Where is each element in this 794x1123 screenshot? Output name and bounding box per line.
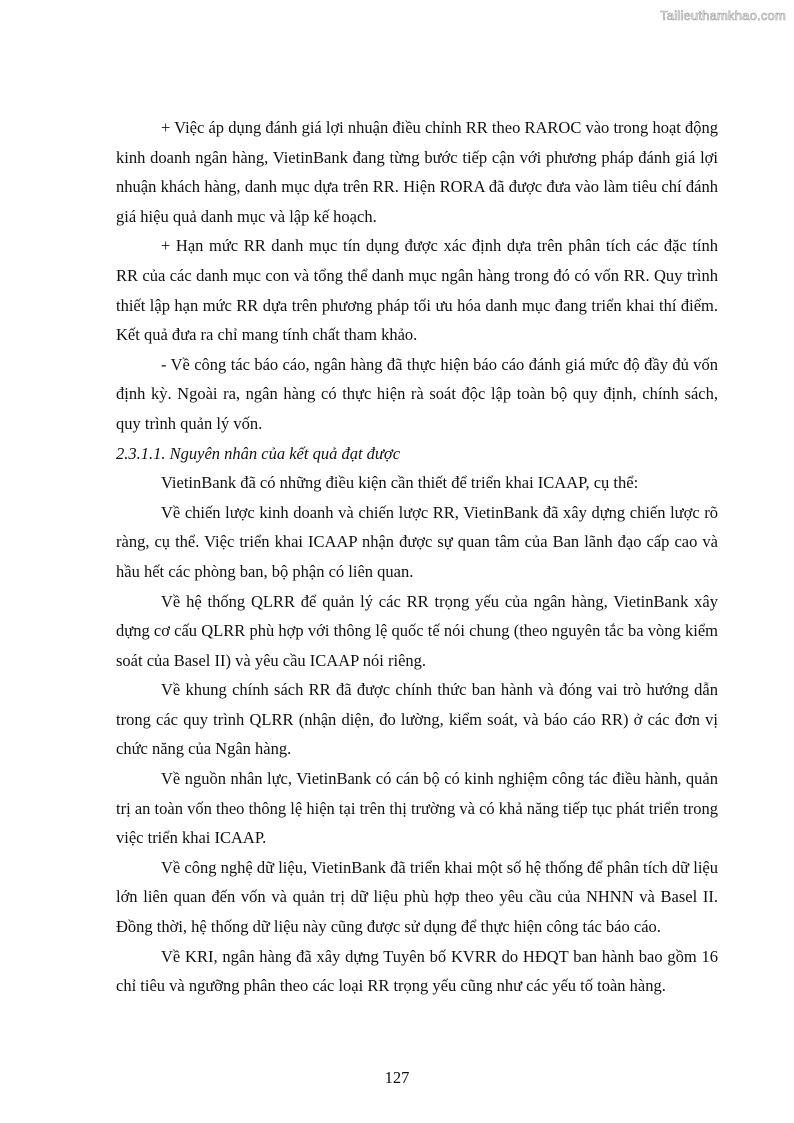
paragraph-credit-limit: + Hạn mức RR danh mục tín dụng được xác định dựa trên phân tích các đặc tính RR của các danh mục con và tổng thể danh mục ngân hàng trong đó có vốn RR. Quy trình thiết lập hạn mức RR dựa trên phương pháp tối ưu hóa danh mục đang triển khai thí điểm. Kết quả đưa ra chỉ mang tính chất tham khảo.	[116, 236, 718, 345]
paragraph-policy-framework: Về khung chính sách RR đã được chính thức ban hành và đóng vai trò hướng dẫn trong các quy trình QLRR (nhận diện, đo lường, kiểm soát, và báo cáo RR) ở các đơn vị chức năng của Ngân hàng.	[116, 680, 718, 759]
paragraph-reporting: - Về công tác báo cáo, ngân hàng đã thực hiện báo cáo đánh giá mức độ đầy đủ vốn định kỳ. Ngoài ra, ngân hàng có thực hiện rà soát độc lập toàn bộ quy định, chính sách, quy trình quản lý vốn.	[116, 354, 718, 433]
paragraph-human-resources: Về nguồn nhân lực, VietinBank có cán bộ có kinh nghiệm công tác điều hành, quản trị an toàn vốn theo thông lệ hiện tại trên thị trường và có khả năng tiếp tục phát triển trong việc triển khai ICAAP.	[116, 769, 718, 848]
section-heading: 2.3.1.1. Nguyên nhân của kết quả đạt được	[116, 443, 401, 463]
paragraph-strategy: Về chiến lược kinh doanh và chiến lược RR, VietinBank đã xây dựng chiến lược rõ ràng, cụ thể. Việc triển khai ICAAP nhận được sự quan tâm của Ban lãnh đạo cấp cao và hầu hết các phòng ban, bộ phận có liên quan.	[116, 502, 718, 581]
paragraph-icaap-conditions: VietinBank đã có những điều kiện cần thiết để triển khai ICAAP, cụ thể:	[161, 473, 639, 493]
paragraph-data-technology: Về công nghệ dữ liệu, VietinBank đã triển khai một số hệ thống để phân tích dữ liệu lớn liên quan đến vốn và quản trị dữ liệu phù hợp theo yêu cầu của NHNN và Basel II. Đồng thời, hệ thống dữ liệu này cũng được sử dụng để thực hiện công tác báo cáo.	[116, 857, 718, 937]
watermark-text: Tailieuthamkhao.com	[660, 8, 786, 23]
document-body	[116, 113, 718, 1001]
paragraph-kri: Về KRI, ngân hàng đã xây dựng Tuyên bố KVRR do HĐQT ban hành bao gồm 16 chỉ tiêu và ngưỡng phân theo các loại RR trọng yếu cũng như các yếu tố toàn hàng.	[116, 946, 718, 996]
paragraph-risk-system: Về hệ thống QLRR để quản lý các RR trọng yếu của ngân hàng, VietinBank xây dựng cơ cấu QLRR phù hợp với thông lệ quốc tế nói chung (theo nguyên tắc ba vòng kiểm soát của Basel II) và yêu cầu ICAAP nói riêng.	[116, 591, 718, 670]
paragraph-raroc: + Việc áp dụng đánh giá lợi nhuận điều chỉnh RR theo RAROC vào trong hoạt động kinh doanh ngân hàng, VietinBank đang từng bước tiếp cận với phương pháp đánh giá lợi nhuận khách hàng, danh mục dựa trên RR. Hiện RORA đã được đưa vào làm tiêu chí đánh giá hiệu quả danh mục và lập kế hoạch.	[116, 118, 718, 226]
page-number: 127	[384, 1068, 410, 1087]
